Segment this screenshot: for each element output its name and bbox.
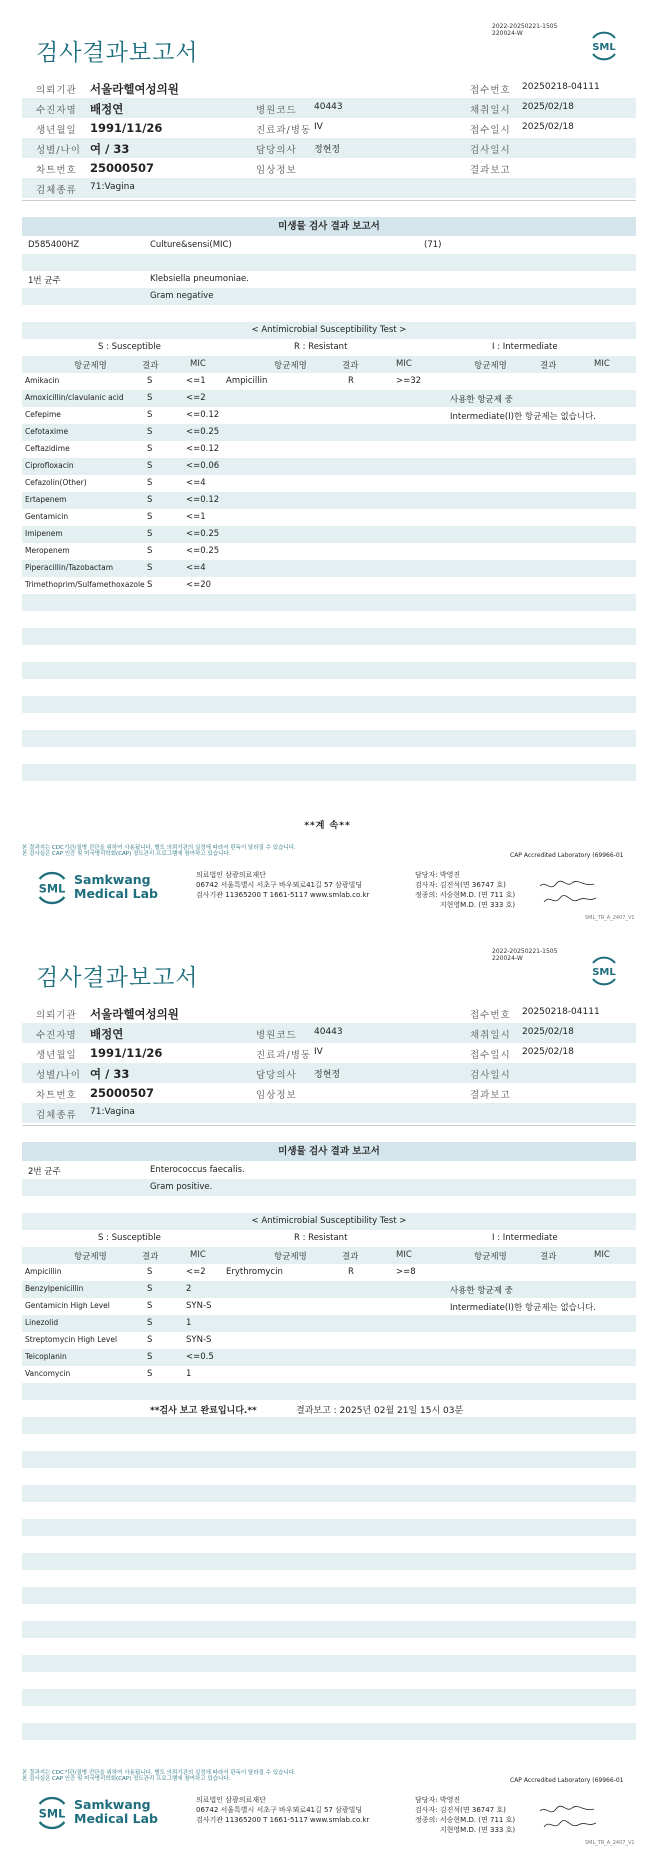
ast-row bbox=[22, 526, 636, 543]
blank-row bbox=[22, 1400, 636, 1417]
drug-name: Vancomycin bbox=[25, 1369, 71, 1378]
drug-result: S bbox=[147, 546, 153, 556]
drug-result: S bbox=[147, 495, 153, 505]
ast-row bbox=[22, 509, 636, 526]
blank-row bbox=[22, 305, 636, 322]
drug-name: Erythromycin bbox=[226, 1267, 283, 1277]
blank-row bbox=[22, 1468, 636, 1485]
blank-row bbox=[22, 713, 636, 730]
continue-text: **계 속** bbox=[304, 821, 351, 831]
ast-row bbox=[22, 577, 636, 594]
info-row: 의뢰기관 서울라헬여성의원 접수번호 20250218-04111 bbox=[36, 1007, 600, 1021]
blank-row bbox=[22, 1604, 636, 1621]
ast-row bbox=[22, 543, 636, 560]
blank-row bbox=[22, 611, 636, 628]
form-code: SML_TR_A_2407_V1 bbox=[585, 1840, 635, 1846]
drug-name: Linezolid bbox=[25, 1318, 59, 1327]
signature-icon bbox=[538, 1803, 598, 1835]
legend-row: S : Susceptible R : Resistant I : Intermediate bbox=[98, 1233, 558, 1243]
ast-row bbox=[22, 373, 636, 390]
sml-logo-icon bbox=[588, 30, 620, 62]
patient-name-value: 배정연 bbox=[90, 102, 124, 116]
svg-text:SML: SML bbox=[38, 1807, 66, 1821]
drug-mic: <=1 bbox=[186, 512, 206, 522]
info-row: 검체종류 71:Vagina bbox=[22, 178, 636, 198]
drug-name: Gentamicin bbox=[25, 512, 69, 521]
info-row: 생년월일 1991/11/26 진료과/병동 IV 접수일시 2025/02/18 bbox=[36, 1046, 574, 1061]
receipt-no-value: 20250218-04111 bbox=[522, 82, 600, 92]
lab-address: 의료법인 삼광의료재단 06742 서울특별시 서초구 바우뫼로41길 57 삼광빌딩 검사기관 11365200 T 1661-5117 www.smlab.co.kr bbox=[196, 871, 370, 899]
ast-row bbox=[22, 441, 636, 458]
ast-title-row: < Antimicrobial Susceptibility Test > bbox=[22, 322, 636, 339]
footer-note: 본 결과지는 CDC기관/질병 진단을 위하여 사용됩니다. 별도 의뢰기관의 실정에 따라서 판독이 달라질 수 있습니다. 본 검사실은 CAP 인증 및 미국병리학회(CAP) 정도관리 프로그램에 참여하고 있습니다. bbox=[22, 845, 296, 857]
drug-result: S bbox=[147, 529, 153, 539]
test-row: D585400HZ Culture&sensi(MIC) (71) bbox=[28, 240, 442, 250]
institution-value: 서울라헬여성의원 bbox=[90, 82, 179, 96]
drug-result: S bbox=[147, 393, 153, 403]
form-code: SML_TR_A_2407_V1 bbox=[585, 915, 635, 921]
blank-row bbox=[22, 1706, 636, 1723]
ast-row bbox=[22, 1349, 636, 1366]
drug-name: Trimethoprim/Sulfamethoxazole bbox=[25, 580, 145, 589]
blank-row bbox=[22, 764, 636, 781]
ast-row bbox=[22, 407, 636, 424]
drug-result: S bbox=[147, 1318, 153, 1328]
gram-row: Gram positive. bbox=[22, 1179, 636, 1196]
drug-mic: <=0.12 bbox=[186, 444, 220, 454]
blank-row bbox=[22, 254, 636, 271]
info-row: 성별/나이 여 / 33 담당의사 정현정 검사일시 bbox=[22, 138, 636, 158]
ast-row bbox=[22, 458, 636, 475]
drug-result: S bbox=[147, 461, 153, 471]
sml-logo-icon bbox=[588, 955, 620, 987]
divider bbox=[22, 1125, 636, 1126]
blank-row bbox=[22, 679, 636, 696]
blank-row bbox=[22, 730, 636, 747]
drug-mic: <=0.25 bbox=[186, 546, 220, 556]
signature-icon bbox=[538, 878, 598, 910]
micro-section-header: 미생물 검사 결과 보고서 bbox=[22, 1142, 636, 1161]
blank-row bbox=[22, 1570, 636, 1587]
ast-row bbox=[22, 1298, 636, 1315]
doc-code: 2022-20250221-1505 220024-W bbox=[492, 23, 558, 37]
doc-code: 2022-20250221-1505 220024-W bbox=[492, 948, 558, 962]
drug-result: S bbox=[147, 1369, 153, 1379]
drug-result: S bbox=[147, 427, 153, 437]
ast-row bbox=[22, 475, 636, 492]
svg-text:SML: SML bbox=[592, 42, 616, 53]
sml-logo-icon bbox=[34, 1795, 70, 1831]
note-line: Intermediate(I)한 항균제는 없습니다. bbox=[450, 412, 596, 422]
blank-row bbox=[22, 1485, 636, 1502]
blank-row bbox=[22, 1536, 636, 1553]
drug-mic: 1 bbox=[186, 1369, 192, 1379]
ast-column-header: 항균제명 결과 MIC 항균제명 결과 MIC 항균제명 결과 MIC bbox=[22, 1247, 636, 1264]
report-title: 검사결과보고서 bbox=[36, 965, 199, 991]
blank-row bbox=[22, 1723, 636, 1740]
lab-logo: SML Samkwang Medical Lab bbox=[34, 1793, 164, 1833]
note-line: 사용한 항균제 중 bbox=[450, 395, 513, 405]
drug-mic: >=8 bbox=[396, 1267, 416, 1277]
drug-name: Piperacillin/Tazobactam bbox=[25, 563, 114, 572]
info-row: 검체종류 71:Vagina bbox=[22, 1103, 636, 1123]
blank-row bbox=[22, 1417, 636, 1434]
blank-row bbox=[22, 1740, 636, 1757]
report-page-2 bbox=[0, 925, 655, 1850]
blank-row bbox=[22, 662, 636, 679]
drug-result: R bbox=[348, 1267, 354, 1277]
organism-row: 1번 균주 Klebsiella pneumoniae. bbox=[28, 274, 249, 286]
info-row: 성별/나이 여 / 33 담당의사 정현정 검사일시 bbox=[22, 1063, 636, 1083]
drug-name: Ampicillin bbox=[226, 376, 268, 386]
blank-row bbox=[22, 594, 636, 611]
ast-row bbox=[22, 1315, 636, 1332]
drug-result: S bbox=[147, 1352, 153, 1362]
info-row: 의뢰기관 서울라헬여성의원 접수번호 20250218-04111 bbox=[36, 82, 600, 96]
drug-name: Cefepime bbox=[25, 410, 61, 419]
sml-logo-icon bbox=[34, 870, 70, 906]
gram-row: Gram negative bbox=[22, 288, 636, 305]
lab-address: 의료법인 삼광의료재단 06742 서울특별시 서초구 바우뫼로41길 57 삼광빌딩 검사기관 11365200 T 1661-5117 www.smlab.co.kr bbox=[196, 1796, 370, 1824]
report-title: 검사결과보고서 bbox=[36, 40, 199, 66]
blank-row bbox=[22, 1621, 636, 1638]
drug-mic: <=0.12 bbox=[186, 410, 220, 420]
blank-row bbox=[22, 1451, 636, 1468]
drug-result: S bbox=[147, 563, 153, 573]
blank-row bbox=[22, 1587, 636, 1604]
blank-row bbox=[22, 1553, 636, 1570]
ast-row bbox=[22, 1281, 636, 1298]
drug-mic: <=20 bbox=[186, 580, 212, 590]
drug-name: Cefotaxime bbox=[25, 427, 69, 436]
drug-mic: 2 bbox=[186, 1284, 192, 1294]
blank-row bbox=[22, 1196, 636, 1213]
micro-section-header: 미생물 검사 결과 보고서 bbox=[22, 217, 636, 236]
ast-column-header: 항균제명 결과 MIC 항균제명 결과 MIC 항균제명 결과 MIC bbox=[22, 356, 636, 373]
drug-mic: <=0.06 bbox=[186, 461, 220, 471]
drug-result: S bbox=[147, 1267, 153, 1277]
drug-name: Ampicillin bbox=[25, 1267, 62, 1276]
drug-result: S bbox=[147, 1335, 153, 1345]
drug-name: Imipenem bbox=[25, 529, 63, 538]
blank-row bbox=[22, 1434, 636, 1451]
drug-result: S bbox=[147, 376, 153, 386]
ast-row bbox=[22, 560, 636, 577]
drug-name: Ceftazidime bbox=[25, 444, 70, 453]
svg-text:SML: SML bbox=[592, 967, 616, 978]
drug-mic: <=2 bbox=[186, 393, 206, 403]
drug-result: S bbox=[147, 444, 153, 454]
svg-text:SML: SML bbox=[38, 882, 66, 896]
drug-mic: <=1 bbox=[186, 376, 206, 386]
staff-list: 담당자: 박영진 검사자: 김진석(면 36747 호) 정종의: 서승현M.D. (면 711 호) 지현영M.D. (면 333 호) bbox=[415, 1796, 516, 1834]
note-line: 사용한 항균제 중 bbox=[450, 1286, 513, 1296]
drug-mic: SYN-S bbox=[186, 1301, 212, 1311]
drug-result: S bbox=[147, 478, 153, 488]
drug-name: Benzylpenicillin bbox=[25, 1284, 84, 1293]
drug-mic: <=4 bbox=[186, 563, 206, 573]
drug-mic: <=4 bbox=[186, 478, 206, 488]
drug-mic: SYN-S bbox=[186, 1335, 212, 1345]
legend-row: S : Susceptible R : Resistant I : Intermediate bbox=[98, 342, 558, 352]
footer-note: 본 결과지는 CDC기관/질병 진단을 위하여 사용됩니다. 별도 의뢰기관의 실정에 따라서 판독이 달라질 수 있습니다. 본 검사실은 CAP 인증 및 미국병리학회(CAP) 정도관리 프로그램에 참여하고 있습니다. bbox=[22, 1770, 296, 1782]
ast-row bbox=[22, 1264, 636, 1281]
drug-mic: >=32 bbox=[396, 376, 422, 386]
drug-name: Gentamicin High Level bbox=[25, 1301, 110, 1310]
drug-result: S bbox=[147, 1284, 153, 1294]
drug-result: S bbox=[147, 512, 153, 522]
drug-name: Streptomycin High Level bbox=[25, 1335, 118, 1344]
ast-row bbox=[22, 1332, 636, 1349]
blank-row bbox=[22, 747, 636, 764]
divider bbox=[22, 200, 636, 201]
blank-row bbox=[22, 645, 636, 662]
drug-mic: <=0.25 bbox=[186, 529, 220, 539]
drug-mic: <=0.25 bbox=[186, 427, 220, 437]
info-row: 생년월일 1991/11/26 진료과/병동 IV 접수일시 2025/02/18 bbox=[36, 121, 574, 136]
blank-row bbox=[22, 1519, 636, 1536]
drug-mic: <=0.5 bbox=[186, 1352, 214, 1362]
drug-name: Ciprofloxacin bbox=[25, 461, 74, 470]
drug-name: Ertapenem bbox=[25, 495, 67, 504]
blank-row bbox=[22, 781, 636, 798]
ast-title-row: < Antimicrobial Susceptibility Test > bbox=[22, 1213, 636, 1230]
ast-row bbox=[22, 492, 636, 509]
blank-row bbox=[22, 1638, 636, 1655]
blank-row bbox=[22, 1672, 636, 1689]
blank-row bbox=[22, 1502, 636, 1519]
drug-name: Amoxicillin/clavulanic acid bbox=[25, 393, 124, 402]
drug-name: Amikacin bbox=[25, 376, 60, 385]
blank-row bbox=[22, 696, 636, 713]
info-row: 차트번호 25000507 임상정보 결과보고 bbox=[36, 1086, 511, 1101]
info-row: 수진자명 배정연 병원코드 40443 채취일시 2025/02/18 bbox=[22, 98, 636, 118]
ast-row bbox=[22, 390, 636, 407]
drug-result: S bbox=[147, 410, 153, 420]
cap-accreditation: CAP Accredited Laboratory (69966-01 bbox=[510, 1777, 624, 1784]
info-row: 차트번호 25000507 임상정보 결과보고 bbox=[36, 161, 511, 176]
drug-result: R bbox=[348, 376, 354, 386]
drug-mic: <=2 bbox=[186, 1267, 206, 1277]
organism-row: 2번 균주 Enterococcus faecalis. bbox=[28, 1165, 245, 1177]
result-time: 결과보고 : 2025년 02월 21일 15시 03분 bbox=[296, 1406, 464, 1416]
blank-row bbox=[22, 1655, 636, 1672]
drug-result: S bbox=[147, 1301, 153, 1311]
drug-result: S bbox=[147, 580, 153, 590]
drug-name: Teicoplanin bbox=[25, 1352, 67, 1361]
complete-text: **검사 보고 완료입니다.** bbox=[150, 1406, 257, 1416]
blank-row bbox=[22, 628, 636, 645]
blank-row bbox=[22, 1689, 636, 1706]
ast-row bbox=[22, 1366, 636, 1383]
drug-name: Meropenem bbox=[25, 546, 70, 555]
drug-mic: <=0.12 bbox=[186, 495, 220, 505]
info-row: 수진자명 배정연 병원코드 40443 채취일시 2025/02/18 bbox=[22, 1023, 636, 1043]
note-line: Intermediate(I)한 항균제는 없습니다. bbox=[450, 1303, 596, 1313]
staff-list: 담당자: 박영진 검사자: 김진석(면 36747 호) 정종의: 서승현M.D. (면 711 호) 지현영M.D. (면 333 호) bbox=[415, 871, 516, 909]
cap-accreditation: CAP Accredited Laboratory (69966-01 bbox=[510, 852, 624, 859]
lab-logo: SML Samkwang Medical Lab bbox=[34, 868, 164, 908]
blank-row bbox=[22, 1383, 636, 1400]
drug-name: Cefazolin(Other) bbox=[25, 478, 87, 487]
ast-row bbox=[22, 424, 636, 441]
drug-mic: 1 bbox=[186, 1318, 192, 1328]
